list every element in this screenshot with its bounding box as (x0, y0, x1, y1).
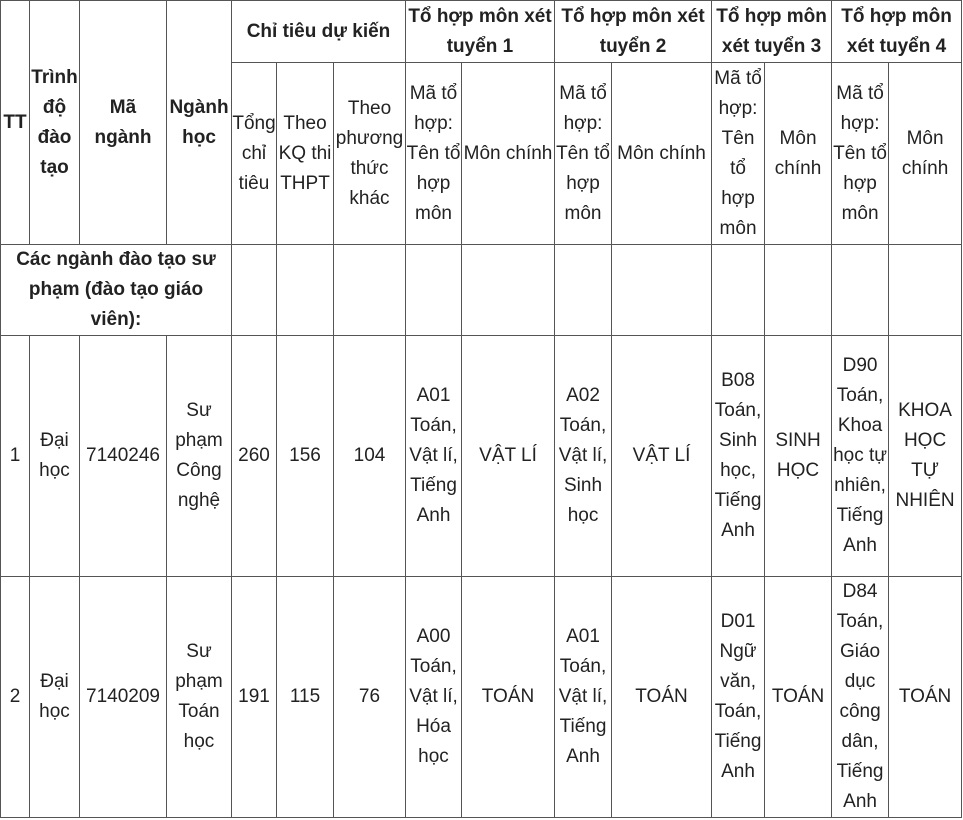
row-theo-phuong-thuc-khac: 104 (334, 336, 406, 577)
row-tt: 2 (1, 577, 30, 818)
row-ma-nganh: 7140209 (80, 577, 167, 818)
header-mon-chinh-3: Môn chính (765, 63, 832, 245)
row-tong-chi-tieu: 191 (232, 577, 277, 818)
header-theo-phuong-thuc-khac: Theo phương thức khác (334, 63, 406, 245)
header-mon-chinh-2: Môn chính (612, 63, 712, 245)
header-to-hop-4: Tổ hợp môn xét tuyển 4 (832, 1, 962, 63)
header-to-hop-2: Tổ hợp môn xét tuyển 2 (555, 1, 712, 63)
section-empty-cell (765, 245, 832, 336)
row-mon-chinh-2: VẬT LÍ (612, 336, 712, 577)
row-to-hop-3: B08 Toán, Sinh học, Tiếng Anh (712, 336, 765, 577)
row-tt: 1 (1, 336, 30, 577)
section-empty-cell (277, 245, 334, 336)
row-to-hop-3: D01 Ngữ văn, Toán, Tiếng Anh (712, 577, 765, 818)
row-theo-kq-thpt: 115 (277, 577, 334, 818)
section-empty-cell (462, 245, 555, 336)
row-mon-chinh-3: SINH HỌC (765, 336, 832, 577)
row-to-hop-4: D84 Toán, Giáo dục công dân, Tiếng Anh (832, 577, 889, 818)
row-mon-chinh-2: TOÁN (612, 577, 712, 818)
header-mon-chinh-1: Môn chính (462, 63, 555, 245)
row-theo-phuong-thuc-khac: 76 (334, 577, 406, 818)
row-nganh-hoc: Sư phạm Toán học (167, 577, 232, 818)
row-ma-nganh: 7140246 (80, 336, 167, 577)
section-empty-cell (334, 245, 406, 336)
section-row (1, 245, 962, 336)
header-row-1 (1, 1, 962, 63)
row-trinh-do: Đại học (30, 577, 80, 818)
header-theo-kq-thpt: Theo KQ thi THPT (277, 63, 334, 245)
row-mon-chinh-1: VẬT LÍ (462, 336, 555, 577)
row-to-hop-1: A01 Toán, Vật lí, Tiếng Anh (406, 336, 462, 577)
section-title: Các ngành đào tạo sư phạm (đào tạo giáo viên): (1, 245, 232, 336)
row-nganh-hoc: Sư phạm Công nghệ (167, 336, 232, 577)
header-to-hop-1: Tổ hợp môn xét tuyển 1 (406, 1, 555, 63)
section-empty-cell (406, 245, 462, 336)
header-ma-to-hop-1: Mã tổ hợp: Tên tổ hợp môn (406, 63, 462, 245)
row-to-hop-4: D90 Toán, Khoa học tự nhiên, Tiếng Anh (832, 336, 889, 577)
header-nganh-hoc: Ngành học (167, 1, 232, 245)
section-empty-cell (832, 245, 889, 336)
table-row (1, 336, 962, 577)
section-empty-cell (889, 245, 962, 336)
header-ma-nganh: Mã ngành (80, 1, 167, 245)
table-row (1, 577, 962, 818)
header-ma-to-hop-2: Mã tổ hợp: Tên tổ hợp môn (555, 63, 612, 245)
row-mon-chinh-3: TOÁN (765, 577, 832, 818)
row-mon-chinh-4: KHOA HỌC TỰ NHIÊN (889, 336, 962, 577)
header-ma-to-hop-4: Mã tổ hợp: Tên tổ hợp môn (832, 63, 889, 245)
section-empty-cell (712, 245, 765, 336)
row-mon-chinh-4: TOÁN (889, 577, 962, 818)
section-empty-cell (555, 245, 612, 336)
header-chi-tieu: Chỉ tiêu dự kiến (232, 1, 406, 63)
row-to-hop-2: A02 Toán, Vật lí, Sinh học (555, 336, 612, 577)
row-tong-chi-tieu: 260 (232, 336, 277, 577)
row-mon-chinh-1: TOÁN (462, 577, 555, 818)
row-to-hop-1: A00 Toán, Vật lí, Hóa học (406, 577, 462, 818)
header-tong-chi-tieu: Tổng chỉ tiêu (232, 63, 277, 245)
header-to-hop-3: Tổ hợp môn xét tuyển 3 (712, 1, 832, 63)
header-tt: TT (1, 1, 30, 245)
header-trinh-do: Trình độ đào tạo (30, 1, 80, 245)
section-empty-cell (232, 245, 277, 336)
section-empty-cell (612, 245, 712, 336)
row-trinh-do: Đại học (30, 336, 80, 577)
header-mon-chinh-4: Môn chính (889, 63, 962, 245)
header-ma-to-hop-3: Mã tổ hợp: Tên tổ hợp môn (712, 63, 765, 245)
row-theo-kq-thpt: 156 (277, 336, 334, 577)
row-to-hop-2: A01 Toán, Vật lí, Tiếng Anh (555, 577, 612, 818)
